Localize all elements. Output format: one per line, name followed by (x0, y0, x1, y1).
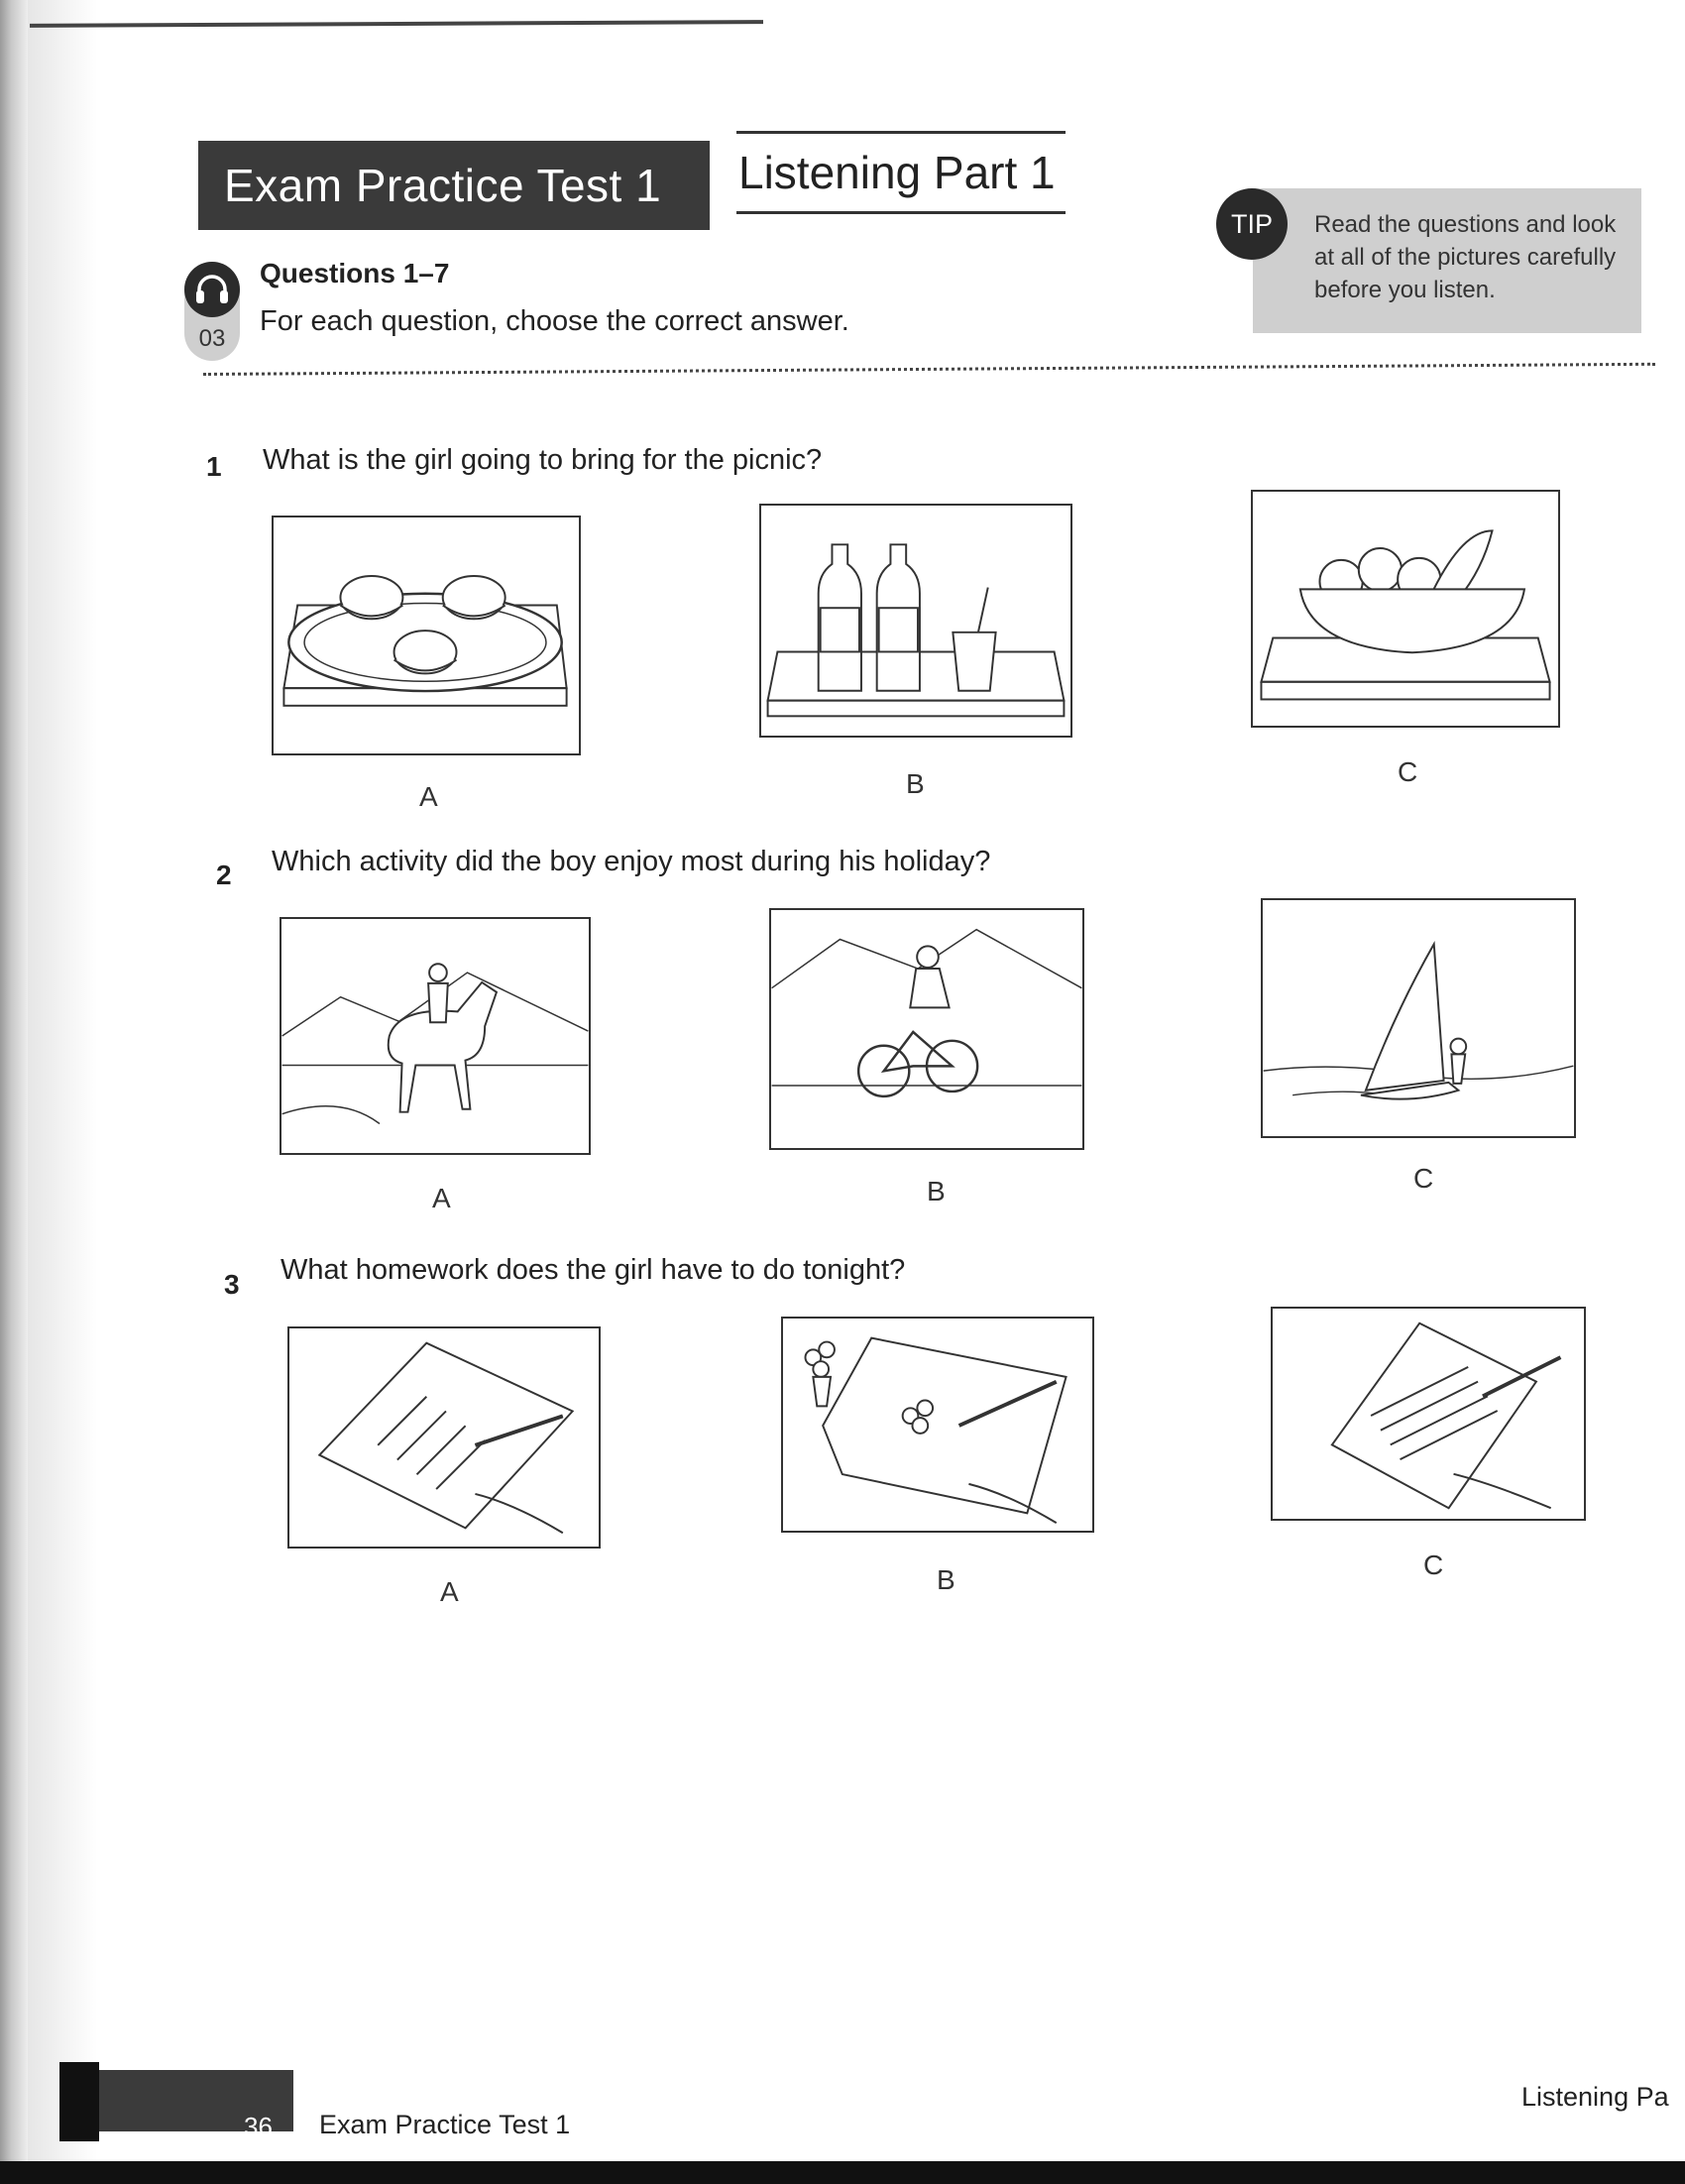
option-picture-horse-riding[interactable] (280, 917, 591, 1155)
option-label: B (937, 1564, 955, 1595)
option-label: A (440, 1576, 459, 1607)
option-picture-windsurfing[interactable] (1261, 898, 1576, 1138)
option-picture-cycling[interactable] (769, 908, 1084, 1150)
question-text: What homework does the girl have to do tonight? (281, 1254, 906, 1286)
maths-homework-illustration (289, 1328, 599, 1547)
question-text: What is the girl going to bring for the picnic? (263, 444, 823, 476)
question-number: 2 (216, 860, 232, 890)
dotted-divider (203, 363, 1655, 376)
bottles-drink-illustration (761, 506, 1070, 736)
drawing-homework-illustration (783, 1319, 1092, 1531)
option-picture-bottles[interactable] (759, 504, 1072, 738)
option-picture-drawing[interactable] (781, 1317, 1094, 1533)
questions-range: Questions 1–7 (260, 258, 450, 288)
question-number: 1 (206, 451, 222, 482)
option-picture-maths[interactable] (287, 1326, 601, 1549)
option-label: C (1398, 756, 1418, 787)
tip-box (1253, 188, 1641, 333)
exam-title (198, 141, 710, 230)
tip-badge-label: TIP (1230, 208, 1273, 239)
book-gutter (28, 0, 97, 2184)
option-label: A (432, 1183, 451, 1213)
question-text: Which activity did the boy enjoy most during his holiday? (272, 846, 991, 877)
option-picture-burgers[interactable] (272, 516, 581, 755)
horse-riding-illustration (281, 919, 589, 1153)
audio-track-badge (184, 262, 240, 361)
page-bottom-edge (0, 2161, 1685, 2184)
cycling-illustration (771, 910, 1082, 1148)
part-title (736, 131, 1066, 214)
instruction-text: For each question, choose the correct answer. (260, 305, 849, 337)
option-label: C (1413, 1163, 1434, 1194)
tip-badge (1216, 188, 1288, 260)
track-number: 03 (198, 325, 226, 352)
part-title-text: Listening Part 1 (738, 147, 1056, 198)
page-number: 36 (244, 2112, 273, 2141)
headphones-icon (184, 262, 240, 317)
windsurfing-illustration (1263, 900, 1574, 1136)
burgers-plate-illustration (274, 517, 579, 753)
option-label: B (927, 1176, 946, 1207)
tip-text: Read the questions and look at all of the pictures carefully before you listen. (1314, 211, 1617, 303)
page-number-bar-edge (59, 2062, 99, 2141)
question-number: 3 (224, 1269, 240, 1300)
exam-title-text: Exam Practice Test 1 (224, 160, 662, 211)
option-label: A (419, 781, 438, 812)
option-label: C (1423, 1550, 1444, 1580)
book-spine-shadow (0, 0, 28, 2184)
writing-homework-illustration (1273, 1309, 1584, 1519)
footer-left-title: Exam Practice Test 1 (319, 2110, 571, 2139)
option-picture-fruit[interactable] (1251, 490, 1560, 728)
top-edge-line (30, 20, 763, 28)
option-picture-writing[interactable] (1271, 1307, 1586, 1521)
option-label: B (906, 768, 925, 799)
footer-right-title: Listening Pa (1521, 2082, 1669, 2112)
fruit-bowl-illustration (1253, 492, 1558, 726)
